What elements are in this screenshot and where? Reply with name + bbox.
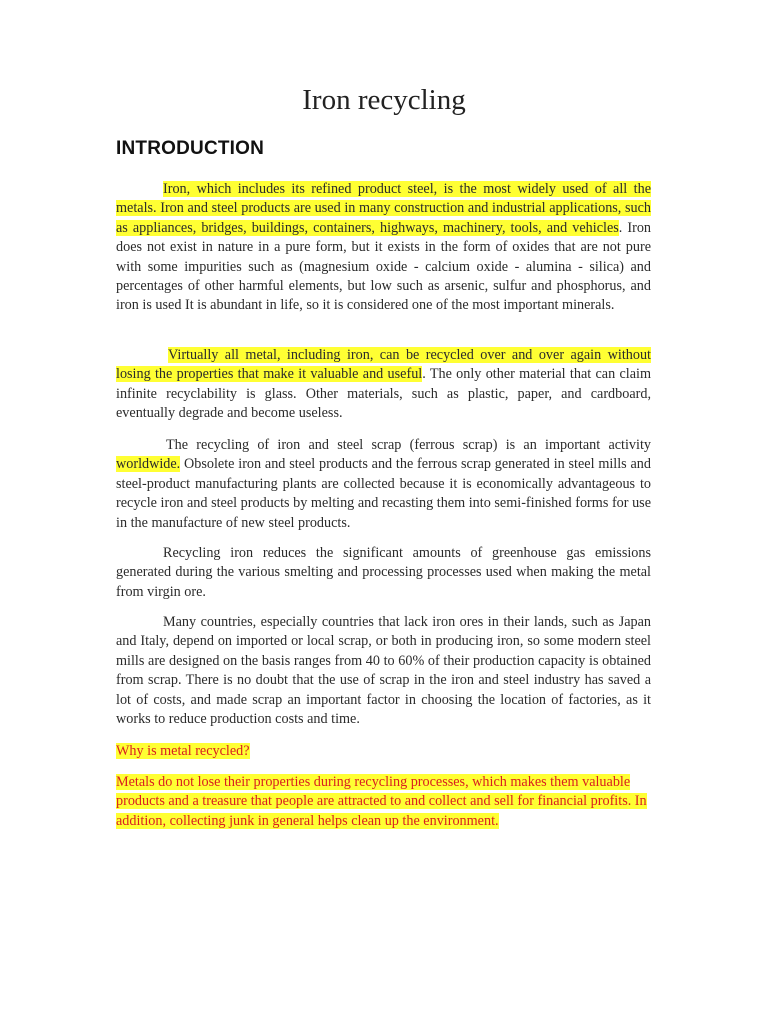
highlighted-text: worldwide. <box>116 456 181 473</box>
highlighted-text: Metals do not lose their properties during recycling processes, which makes them valuable products and a treasure that people are attracted to and collect and sell for financial profits. In addition, collecting junk in general helps clean up the environment. <box>116 774 647 829</box>
paragraph-text: The recycling of iron and steel scrap (ferrous scrap) is an important activity <box>166 437 651 453</box>
highlighted-text: Why is metal recycled? <box>116 743 250 759</box>
paragraph-emissions: Recycling iron reduces the significant amounts of greenhouse gas emissions generated during the various smelting and processing processes used when making the metal from virgin ore. <box>116 545 651 600</box>
paragraph-recyclability <box>116 346 651 424</box>
paragraph-text: . The only other material that can claim infinite recyclability is glass. Other materials, such as plastic, paper, and cardboard, eventually degrade and become useless. <box>116 366 651 422</box>
paragraph-why-recycled <box>116 773 651 831</box>
paragraph-text: . Iron does not exist in nature in a pure form, but it exists in the form of oxides that are not pure with some impurities such as (magnesium oxide - calcium oxide - alumina - silica) and percentages of other harmful elements, but low such as arsenic, sulfur and phosphorus, and iron is used It is abundant in life, so it is considered one of the most important minerals. <box>116 219 652 314</box>
document-title: Iron recycling <box>302 84 466 116</box>
highlighted-text: Iron, which includes its refined product steel, is the most widely used of all the metals. Iron and steel products are used in many construction and industrial applications, such as appliances, bridges, buildings, containers, highways, machinery, tools, and vehicles <box>116 181 651 236</box>
paragraph-iron-overview <box>116 180 651 316</box>
paragraph-countries: Many countries, especially countries that lack iron ores in their lands, such as Japan and Italy, depend on imported or local scrap, or both in producing iron, so some modern steel mills are designed on the basis ranges from 40 to 60% of their production capacity is obtained from scrap. There is no doubt that the use of scrap in the iron and steel industry has saved a lot of costs, and made scrap an important factor in choosing the location of factories, as it works to reduce production costs and time. <box>116 614 651 728</box>
section-heading-introduction: INTRODUCTION <box>116 138 265 159</box>
subheading-why-recycled <box>116 742 651 761</box>
highlighted-text: Virtually all metal, including iron, can be recycled over and over again without losing the properties that make it valuable and useful <box>116 347 651 383</box>
paragraph-text: Obsolete iron and steel products and the ferrous scrap generated in steel mills and steel-product manufacturing plants are collected because it is economically advantageous to recycle iron and steel products by melting and recasting them into semi-finished forms for use in the manufacture of new steel products. <box>116 456 651 531</box>
paragraph-ferrous-scrap <box>116 436 651 533</box>
